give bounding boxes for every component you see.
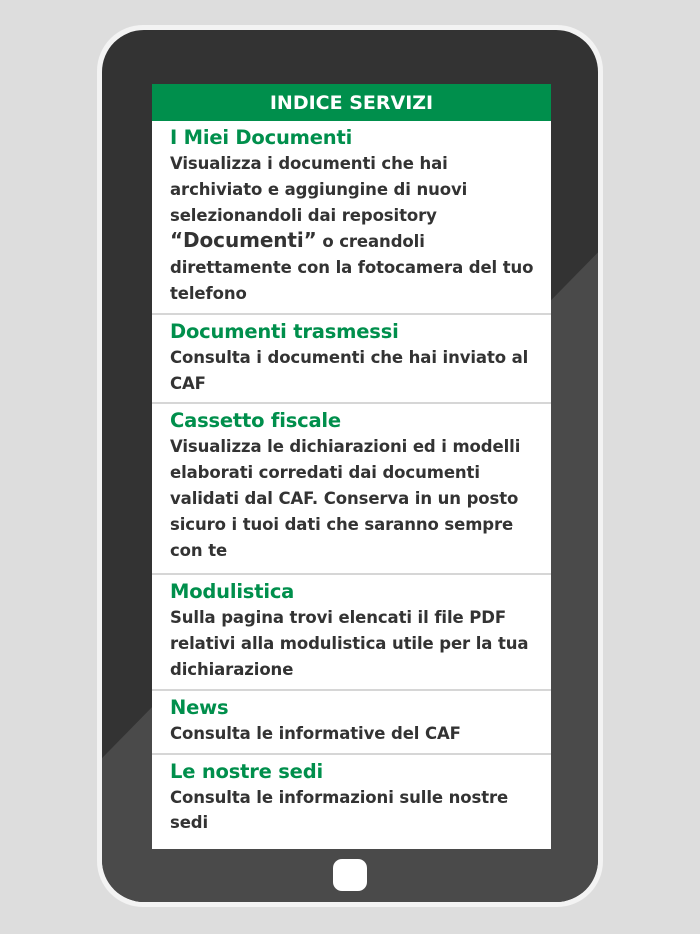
item-title: Modulistica (170, 580, 295, 604)
item-description: Consulta i documenti che hai inviato al CAF (170, 347, 529, 393)
item-description: Sulla pagina trovi elencati il file PDF relativi alla modulistica utile per la tua dichiarazione (170, 608, 529, 679)
item-title: Documenti trasmessi (170, 319, 399, 343)
service-item-cassetto-fiscale[interactable] (152, 404, 551, 575)
service-item-news[interactable] (152, 691, 551, 755)
item-description: Visualizza i documenti che hai archiviato e aggiungine di nuovi selezionandoli dai repository “Documenti” o creandoli direttamente con la fotocamera del tuo telefono (170, 154, 534, 303)
item-title: News (170, 695, 229, 719)
service-item-le-nostre-sedi[interactable] (152, 755, 551, 843)
item-title: I Miei Documenti (170, 126, 353, 149)
item-description: Consulta le informative del CAF (170, 723, 461, 743)
item-title: Cassetto fiscale (170, 409, 341, 433)
service-item-i-miei-documenti[interactable] (152, 121, 551, 315)
item-description: Consulta le informazioni sulle nostre sedi (170, 787, 509, 833)
home-button-icon[interactable] (333, 859, 367, 891)
service-item-documenti-trasmessi[interactable] (152, 315, 551, 405)
service-item-modulistica[interactable] (152, 575, 551, 690)
screen (152, 84, 551, 849)
page-title: INDICE SERVIZI (152, 84, 551, 121)
item-title: Le nostre sedi (170, 759, 323, 783)
item-description: Visualizza le dichiarazioni ed i modelli elaborati corredati dai documenti validati dal CAF. Conserva in un posto sicuro i tuoi dati che saranno sempre con te (170, 437, 521, 560)
